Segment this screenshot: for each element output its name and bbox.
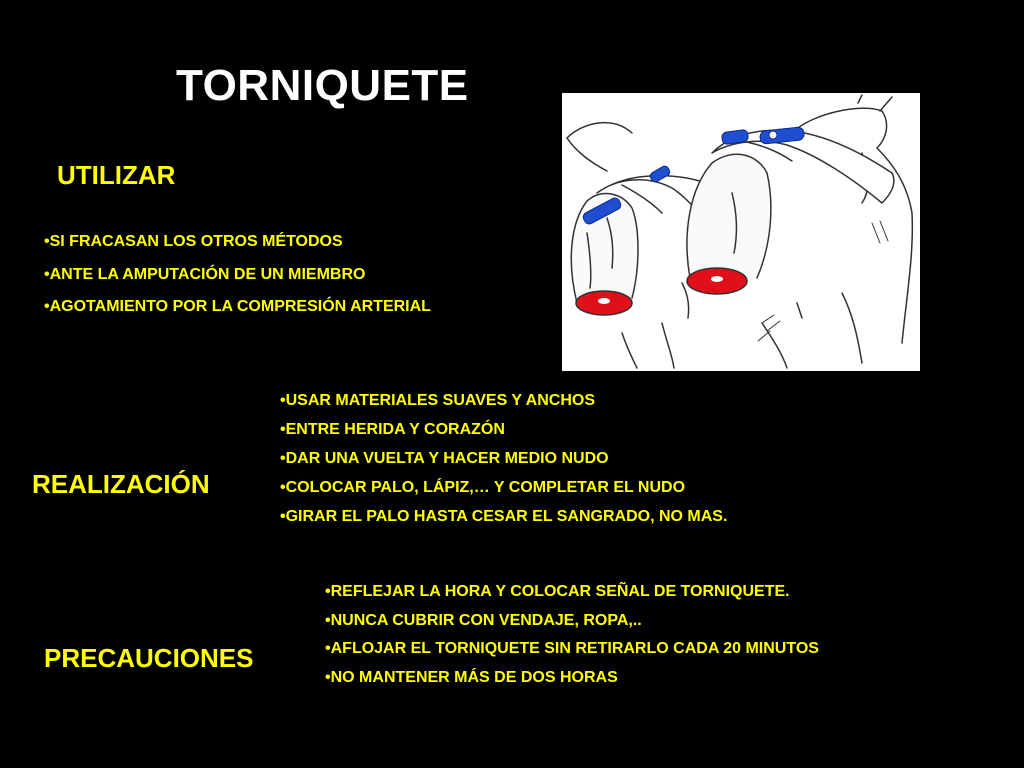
realizacion-list <box>280 386 727 531</box>
utilizar-item: • SI FRACASAN LOS OTROS MÉTODOS <box>44 226 431 259</box>
shading-marks <box>758 221 888 341</box>
realizacion-item: • COLOCAR PALO, LÁPIZ,… Y COMPLETAR EL NUDO <box>280 473 727 502</box>
realizacion-item: • DAR UNA VUELTA Y HACER MEDIO NUDO <box>280 444 727 473</box>
precauciones-item: • REFLEJAR LA HORA Y COLOCAR SEÑAL DE TORNIQUETE. <box>325 578 819 607</box>
precauciones-item: • NUNCA CUBRIR CON VENDAJE, ROPA,.. <box>325 607 819 636</box>
realizacion-item: • GIRAR EL PALO HASTA CESAR EL SANGRADO, NO MAS. <box>280 502 727 531</box>
right-arm-stump <box>687 154 771 294</box>
realizacion-item: • USAR MATERIALES SUAVES Y ANCHOS <box>280 386 727 415</box>
precauciones-item: • AFLOJAR EL TORNIQUETE SIN RETIRARLO CADA 20 MINUTOS <box>325 635 819 664</box>
precauciones-item: • NO MANTENER MÁS DE DOS HORAS <box>325 664 819 693</box>
utilizar-item: • ANTE LA AMPUTACIÓN DE UN MIEMBRO <box>44 259 431 292</box>
realizacion-heading: REALIZACIÓN <box>32 469 210 499</box>
realizacion-item: • ENTRE HERIDA Y CORAZÓN <box>280 415 727 444</box>
precauciones-list <box>325 578 819 692</box>
utilizar-item: • AGOTAMIENTO POR LA COMPRESIÓN ARTERIAL <box>44 291 431 324</box>
utilizar-list <box>44 226 431 324</box>
utilizar-heading: UTILIZAR <box>57 160 176 190</box>
tourniquet-illustration <box>562 93 920 371</box>
precauciones-heading: PRECAUCIONES <box>44 643 254 673</box>
slide-title: TORNIQUETE <box>176 61 469 110</box>
